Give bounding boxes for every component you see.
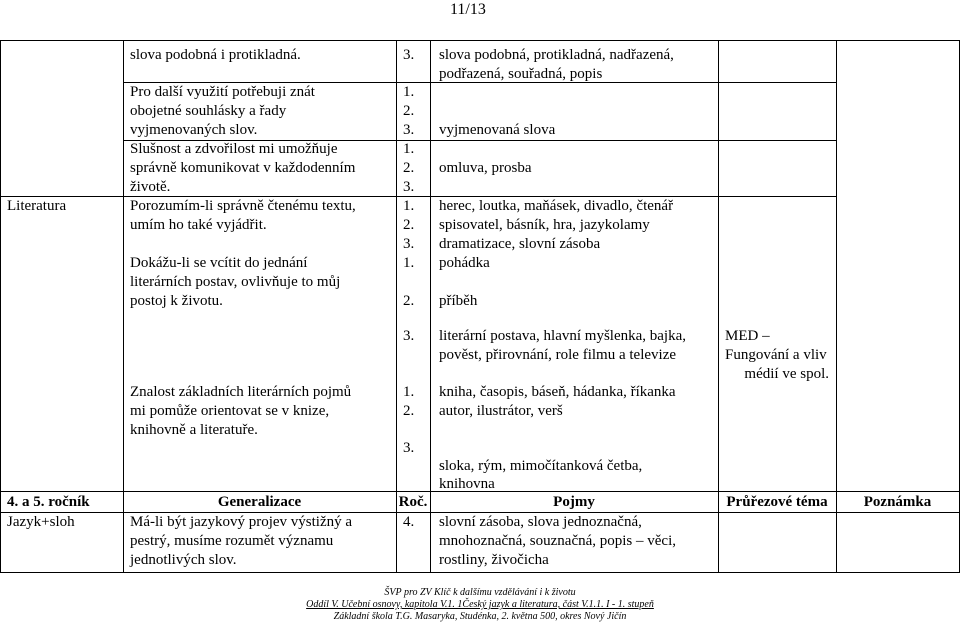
grade-number: 1. [403, 198, 415, 214]
concepts-text: sloka, rým, mimočítanková četba, [439, 458, 643, 474]
generalization-text: postoj k životu. [130, 293, 223, 309]
concepts-text: rostliny, živočicha [439, 552, 549, 568]
header-concepts: Pojmy [553, 494, 595, 510]
generalization-text: jednotlivých slov. [130, 552, 237, 568]
grade-number: 3. [403, 328, 415, 344]
crosscutting-topic: Fungování a vliv [725, 347, 827, 363]
generalization-text: knihovně a literatuře. [130, 422, 258, 438]
generalization-text: Dokážu-li se vcítit do jednání [130, 255, 308, 271]
footer-line-2: Oddíl V. Učební osnovy, kapitola V.1. 1Český jazyk a literatura, část V.1.1. I - 1. stupeň [306, 599, 654, 610]
generalization-text: slova podobná i protikladná. [130, 47, 301, 63]
grade-number: 2. [403, 403, 415, 419]
header-grade: 4. a 5. ročník [7, 494, 90, 510]
concepts-text: dramatizace, slovní zásoba [439, 236, 601, 252]
header-generalization: Generalizace [217, 494, 302, 510]
table-top-border [0, 40, 960, 41]
concepts-text: pohádka [439, 255, 490, 271]
concepts-text: příběh [439, 293, 478, 309]
crosscutting-topic: médií ve spol. [744, 366, 829, 382]
generalization-text: vyjmenovaných slov. [130, 122, 258, 138]
row-divider [0, 196, 836, 197]
generalization-text: umím ho také vyjádřit. [130, 217, 267, 233]
concepts-text: herec, loutka, maňásek, divadlo, čtenář [439, 198, 674, 214]
header-note: Poznámka [863, 494, 932, 510]
page-number: 11/13 [450, 1, 486, 18]
grade-number: 2. [403, 160, 415, 176]
grade-number: 3. [403, 440, 415, 456]
generalization-text: literárních postav, ovlivňuje to můj [130, 274, 341, 290]
grade-number: 1. [403, 384, 415, 400]
concepts-text: kniha, časopis, báseň, hádanka, říkanka [439, 384, 676, 400]
generalization-text: Má-li být jazykový projev výstižný a [130, 514, 353, 530]
grade-number: 2. [403, 103, 415, 119]
generalization-text: Slušnost a zdvořilost mi umožňuje [130, 141, 338, 157]
grade-number: 1. [403, 255, 415, 271]
concepts-text: autor, ilustrátor, verš [439, 403, 563, 419]
generalization-text: životě. [130, 179, 171, 195]
grade-number: 3. [403, 236, 415, 252]
generalization-text: mi pomůže orientovat se v knize, [130, 403, 330, 419]
subject-label: Literatura [7, 198, 67, 214]
concepts-text: slova podobná, protikladná, nadřazená, [439, 47, 674, 63]
header-year: Roč. [398, 494, 428, 510]
concepts-text: mnohoznačná, souznačná, popis – věci, [439, 533, 677, 549]
crosscutting-topic: MED – [725, 328, 770, 344]
grade-number: 1. [403, 84, 415, 100]
concepts-text: knihovna [439, 476, 495, 492]
concepts-text: vyjmenovaná slova [439, 122, 556, 138]
generalization-text: správně komunikovat v každodenním [130, 160, 356, 176]
subject-label: Jazyk+sloh [7, 514, 75, 530]
col-border [0, 40, 1, 572]
grade-number: 3. [403, 47, 415, 63]
footer-line-3: Základní škola T.G. Masaryka, Studénka, 2. května 500, okres Nový Jičín [333, 611, 627, 622]
concepts-text: pověst, přirovnání, role filmu a televize [439, 347, 677, 363]
concepts-text: spisovatel, básník, hra, jazykolamy [439, 217, 650, 233]
generalization-text: Pro další využití potřebuji znát [130, 84, 315, 100]
grade-number: 2. [403, 217, 415, 233]
footer-line-1: ŠVP pro ZV Klíč k dalšímu vzdělávání i k životu [384, 587, 576, 598]
generalization-text: Znalost základních literárních pojmů [130, 384, 352, 400]
grade-number: 2. [403, 293, 415, 309]
generalization-text: Porozumím-li správně čtenému textu, [130, 198, 356, 214]
concepts-text: slovní zásoba, slova jednoznačná, [439, 514, 642, 530]
concepts-text: literární postava, hlavní myšlenka, bajka, [439, 328, 687, 344]
concepts-text: omluva, prosba [439, 160, 532, 176]
generalization-text: obojetné souhlásky a řady [130, 103, 287, 119]
concepts-text: podřazená, souřadná, popis [439, 66, 603, 82]
header-crosscutting: Průřezové téma [726, 494, 828, 510]
table-bottom-border [0, 572, 960, 573]
grade-number: 1. [403, 141, 415, 157]
grade-number: 3. [403, 179, 415, 195]
grade-number: 4. [403, 514, 415, 530]
generalization-text: pestrý, musíme rozumět významu [130, 533, 334, 549]
grade-number: 3. [403, 122, 415, 138]
